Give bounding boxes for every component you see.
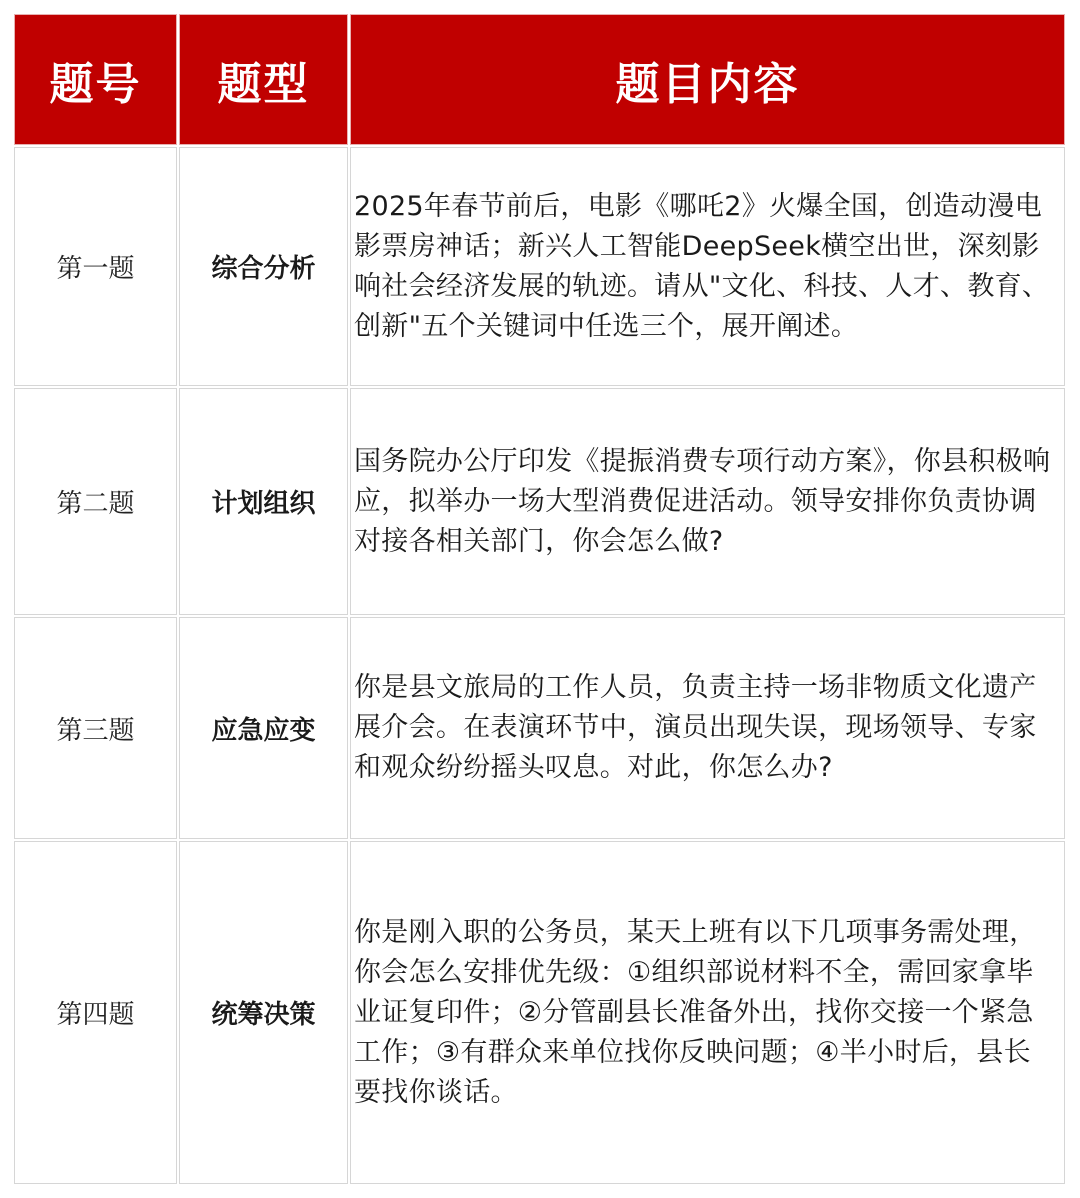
header-type: 题型 [179, 14, 348, 145]
header-content: 题目内容 [350, 14, 1065, 145]
row-4-content: 你是刚入职的公务员，某天上班有以下几项事务需处理，你会怎么安排优先级：①组织部说材料不全，需回家拿毕业证复印件；②分管副县长准备外出，找你交接一个紧急工作；③有群众来单位找你反映问题；④半小时后，县长要找你谈话。 [350, 841, 1065, 1184]
row-1-type: 综合分析 [179, 147, 348, 386]
header-number: 题号 [14, 14, 177, 145]
row-2-content: 国务院办公厅印发《提振消费专项行动方案》，你县积极响应，拟举办一场大型消费促进活动。领导安排你负责协调对接各相关部门，你会怎么做? [350, 388, 1065, 615]
row-3-type: 应急应变 [179, 617, 348, 839]
row-3-content: 你是县文旅局的工作人员，负责主持一场非物质文化遗产展介会。在表演环节中，演员出现失误，现场领导、专家和观众纷纷摇头叹息。对此，你怎么办? [350, 617, 1065, 839]
row-3-number: 第三题 [14, 617, 177, 839]
row-4-number: 第四题 [14, 841, 177, 1184]
row-1-number: 第一题 [14, 147, 177, 386]
row-1-content: 2025年春节前后，电影《哪吒2》火爆全国，创造动漫电影票房神话；新兴人工智能DeepSeek横空出世，深刻影响社会经济发展的轨迹。请从"文化、科技、人才、教育、创新"五个关键词中任选三个，展开阐述。 [350, 147, 1065, 386]
row-4-type: 统筹决策 [179, 841, 348, 1184]
row-2-type: 计划组织 [179, 388, 348, 615]
question-table [13, 13, 1066, 1185]
row-2-number: 第二题 [14, 388, 177, 615]
